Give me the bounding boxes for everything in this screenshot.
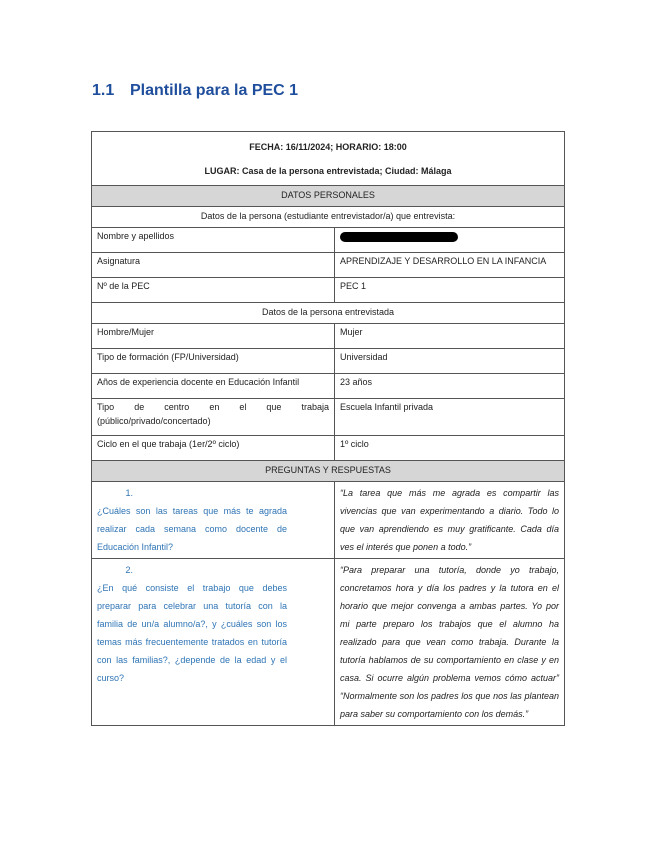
field-value: APRENDIZAJE Y DESARROLLO EN LA INFANCIA [335, 253, 565, 278]
table-row [92, 399, 565, 436]
answer-cell: “Para preparar una tutoría, donde yo trabajo, concretamos hora y día los padres y la tutora en el horario que mejor convenga a ambas partes. Yo por mi parte preparo los trabajos que el alumno ha realizado para que vean como trabaja. Durante la tutoría hablamos de su comportamiento en clase y en casa. Si ocurre algún problema vemos cómo actuar” “Normalmente son los padres los que nos las plantean para saber su comportamiento con los demás.” [335, 559, 565, 726]
field-label: Ciclo en el que trabaja (1er/2º ciclo) [92, 436, 335, 461]
question-number: 2. [125, 565, 133, 575]
table-row [92, 349, 565, 374]
field-label: Tipo de centro en el que trabaja (público/privado/concertado) [92, 399, 335, 436]
personal-data-band: DATOS PERSONALES [92, 186, 565, 207]
question-text: ¿Cuáles son las tareas que más te agrada realizar cada semana como docente de Educación Infantil? [97, 506, 287, 552]
qa-band: PREGUNTAS Y RESPUESTAS [92, 461, 565, 482]
table-row [92, 278, 565, 303]
field-value [335, 228, 565, 253]
field-label: Años de experiencia docente en Educación Infantil [92, 374, 335, 399]
redaction-mark [340, 232, 458, 242]
section-number: 1.1 [92, 82, 115, 99]
field-label: Nombre y apellidos [92, 228, 335, 253]
question-cell [92, 559, 335, 726]
qa-row [92, 559, 565, 726]
table-row [92, 374, 565, 399]
qa-row [92, 482, 565, 559]
table-row [92, 253, 565, 278]
answer-cell: “La tarea que más me agrada es compartir las vivencias que van experimentando a diario. Todo lo que van aprendiendo es muy gratificante. Cada día ves el interés que ponen a todo.” [335, 482, 565, 559]
field-value: Mujer [335, 324, 565, 349]
field-label: Nº de la PEC [92, 278, 335, 303]
field-label: Hombre/Mujer [92, 324, 335, 349]
field-label: Asignatura [92, 253, 335, 278]
interviewer-section-label: Datos de la persona (estudiante entrevistador/a) que entrevista: [92, 207, 565, 228]
field-value: Universidad [335, 349, 565, 374]
question-cell [92, 482, 335, 559]
table-row [92, 324, 565, 349]
question-number: 1. [125, 488, 133, 498]
field-value: PEC 1 [335, 278, 565, 303]
field-value: Escuela Infantil privada [335, 399, 565, 436]
field-value: 1º ciclo [335, 436, 565, 461]
section-title: Plantilla para la PEC 1 [130, 82, 299, 99]
section-heading [92, 82, 298, 100]
date-place-cell [92, 132, 565, 186]
date-time-line: FECHA: 16/11/2024; HORARIO: 18:00 [249, 142, 407, 152]
table-row [92, 436, 565, 461]
field-label: Tipo de formación (FP/Universidad) [92, 349, 335, 374]
field-value: 23 años [335, 374, 565, 399]
interview-template-table [91, 131, 565, 726]
place-line: LUGAR: Casa de la persona entrevistada; Ciudad: Málaga [204, 166, 452, 176]
table-row [92, 228, 565, 253]
interviewee-section-label: Datos de la persona entrevistada [92, 303, 565, 324]
question-text: ¿En qué consiste el trabajo que debes preparar para celebrar una tutoría con la familia de un/a alumno/a?, y ¿cuáles son los temas más frecuentemente tratados en tutoría con las familias?, ¿depende de la edad y el curso? [97, 583, 287, 683]
